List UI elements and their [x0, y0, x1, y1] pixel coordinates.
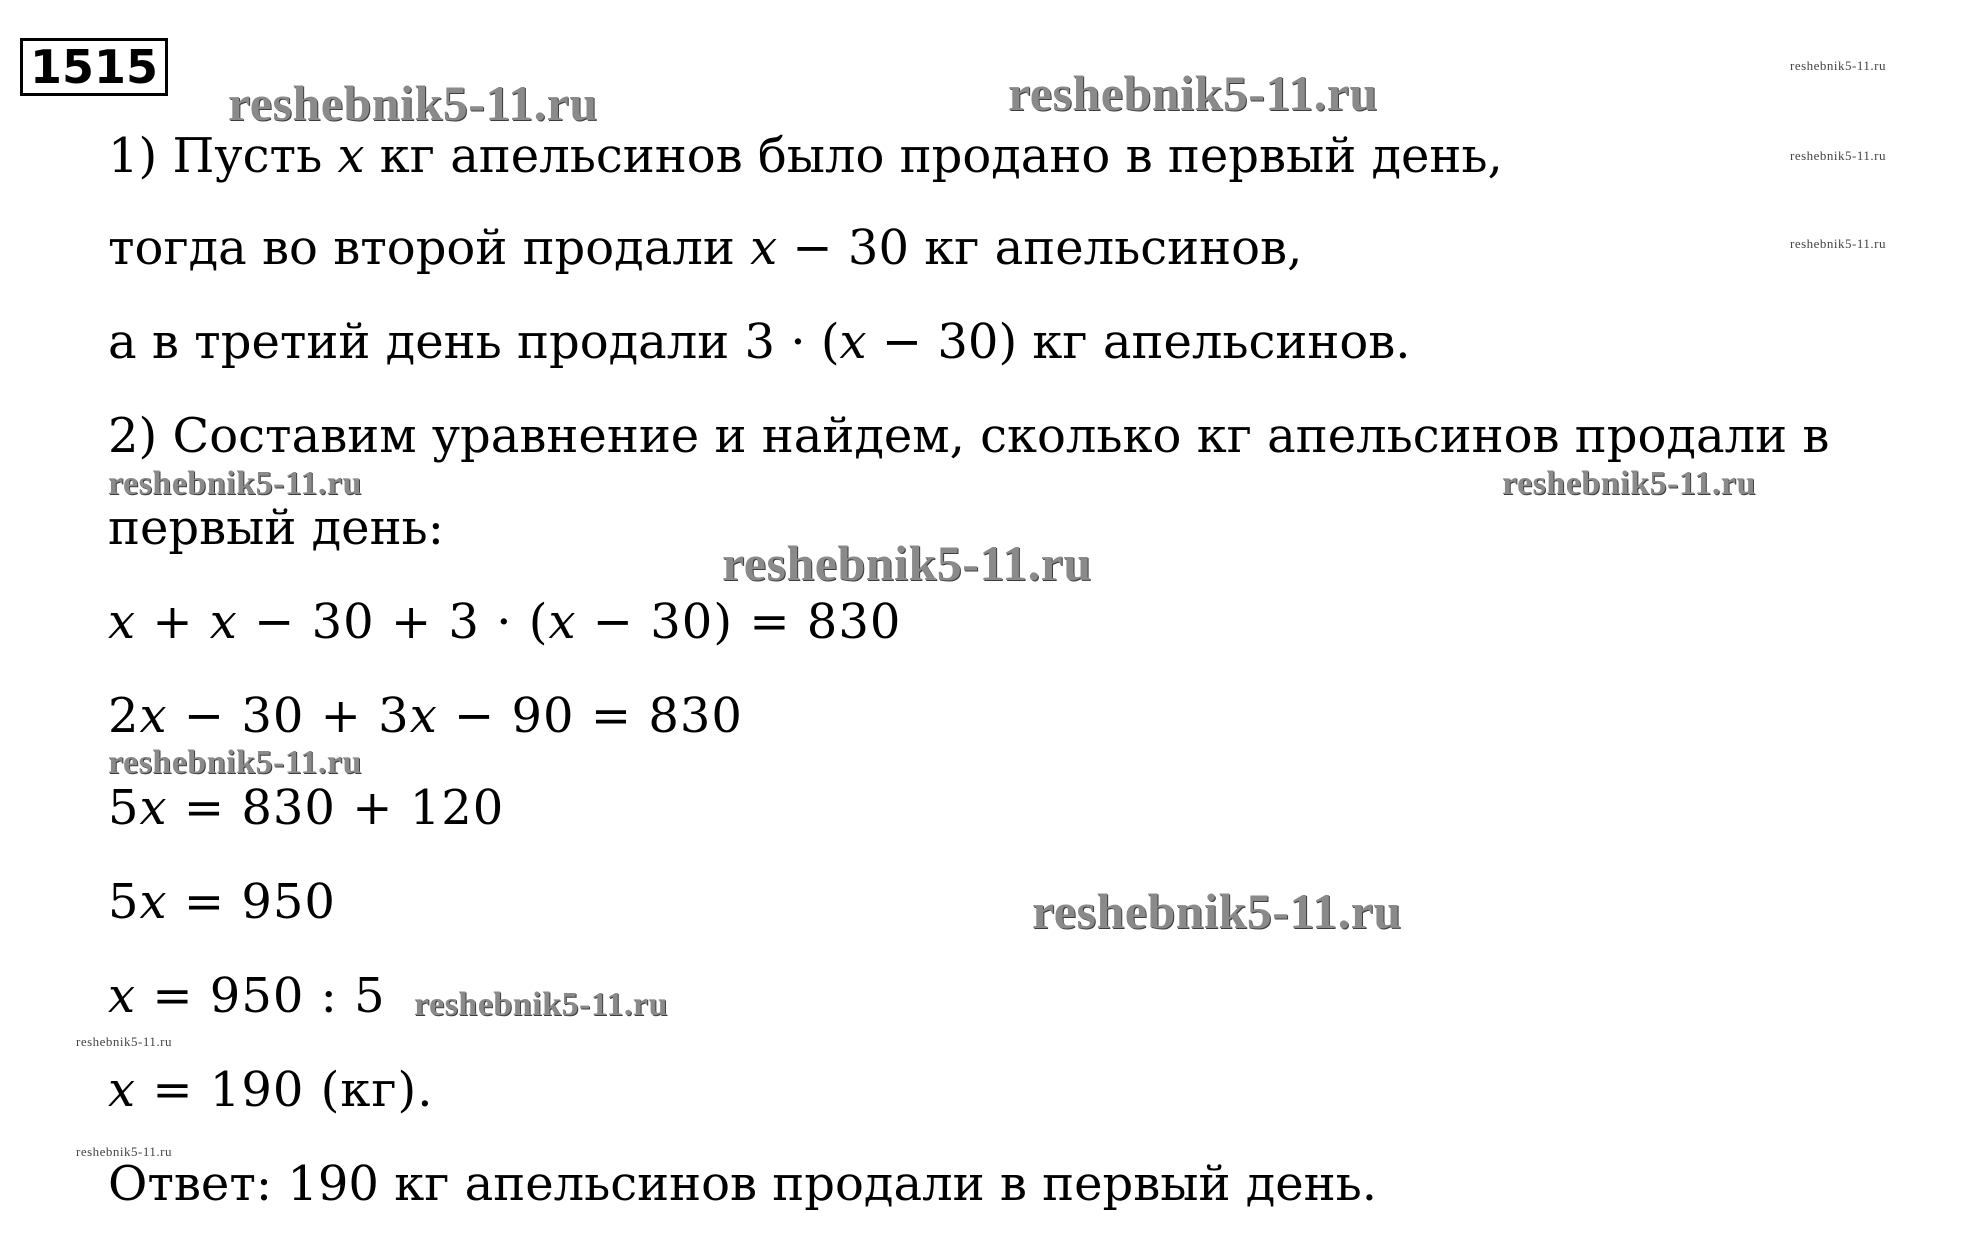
equation-3: 5𝑥 = 830 + 120: [108, 780, 505, 836]
watermark: reshebnik5-11.ru: [76, 1144, 172, 1159]
equation-5: 𝑥 = 950 : 5: [108, 968, 386, 1024]
equation-4: 5𝑥 = 950: [108, 874, 336, 930]
solution-line-1: 1) Пусть 𝑥 кг апельсинов было продано в первый день,: [108, 128, 1503, 184]
solution-line-2: тогда во второй продали 𝑥 − 30 кг апельсинов,: [108, 220, 1303, 276]
watermark: reshebnik5-11.ru: [1502, 465, 1756, 502]
watermark: reshebnik5-11.ru: [228, 75, 598, 131]
watermark: reshebnik5-11.ru: [1790, 236, 1886, 251]
watermark: reshebnik5-11.ru: [722, 535, 1092, 591]
solution-line-4: 2) Составим уравнение и найдем, сколько кг апельсинов продали в: [108, 408, 1830, 464]
equation-1: 𝑥 + 𝑥 − 30 + 3 · (𝑥 − 30) = 830: [108, 594, 902, 650]
watermark: reshebnik5-11.ru: [108, 744, 362, 781]
equation-2: 2𝑥 − 30 + 3𝑥 − 90 = 830: [108, 688, 743, 744]
watermark: reshebnik5-11.ru: [414, 986, 668, 1023]
problem-number: 1515: [20, 38, 168, 96]
solution-line-5: первый день:: [108, 500, 444, 556]
equation-6: 𝑥 = 190 (кг).: [108, 1062, 434, 1118]
watermark: reshebnik5-11.ru: [1790, 58, 1886, 73]
solution-line-3: а в третий день продали 3 · (𝑥 − 30) кг апельсинов.: [108, 314, 1411, 370]
watermark: reshebnik5-11.ru: [108, 465, 362, 502]
watermark: reshebnik5-11.ru: [76, 1034, 172, 1049]
watermark: reshebnik5-11.ru: [1790, 148, 1886, 163]
answer-line: Ответ: 190 кг апельсинов продали в первый день.: [108, 1156, 1378, 1212]
watermark: reshebnik5-11.ru: [1032, 883, 1402, 939]
watermark: reshebnik5-11.ru: [1008, 65, 1378, 121]
